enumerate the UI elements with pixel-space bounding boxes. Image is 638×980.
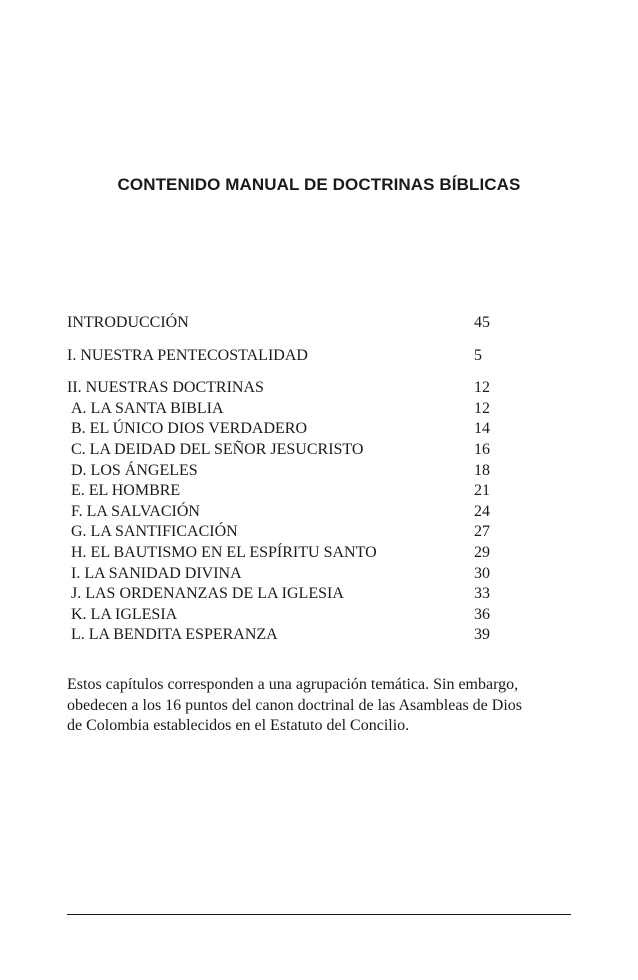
note-line: de Colombia establecidos en el Estatuto del Concilio. — [67, 717, 410, 734]
toc-entry-label: F. LA SALVACIÓN — [71, 502, 200, 520]
toc-entry-label: A. LA SANTA BIBLIA — [71, 399, 224, 417]
toc-entry-label: INTRODUCCIÓN — [67, 314, 189, 331]
toc-subentry — [67, 481, 577, 502]
note-line: Estos capítulos corresponden a una agrupación temática. Sin embargo, — [67, 676, 519, 693]
toc-entry-label: I. NUESTRA PENTECOSTALIDAD — [67, 346, 308, 364]
toc-entry-label: B. EL ÚNICO DIOS VERDADERO — [71, 420, 307, 438]
toc-entry-label: L. LA BENDITA ESPERANZA — [71, 626, 278, 644]
toc-entry-page: 45 — [474, 314, 490, 331]
toc-subentry — [67, 564, 577, 585]
toc-subentry — [67, 399, 577, 420]
toc-entry-pentecostalidad — [67, 346, 577, 367]
page-title: CONTENIDO MANUAL DE DOCTRINAS BÍBLICAS — [117, 175, 521, 194]
toc-subentry — [67, 419, 577, 440]
toc-entry-label: C. LA DEIDAD DEL SEÑOR JESUCRISTO — [71, 440, 364, 458]
toc-subentry — [67, 605, 577, 626]
toc-entry-page: 5 — [474, 346, 482, 364]
toc-entry-label: I. LA SANIDAD DIVINA — [71, 564, 242, 582]
table-of-contents — [67, 313, 577, 646]
toc-entry-page: 30 — [474, 564, 490, 582]
toc-entry-introduccion — [67, 313, 577, 334]
toc-entry-page: 36 — [474, 605, 490, 623]
toc-subentry — [67, 522, 577, 543]
toc-subentry — [67, 584, 577, 605]
toc-subentry — [67, 502, 577, 523]
toc-entry-page: 16 — [474, 440, 490, 458]
toc-subentry — [67, 440, 577, 461]
toc-subentry — [67, 625, 577, 646]
toc-subentry — [67, 461, 577, 482]
toc-entry-page: 29 — [474, 543, 490, 561]
toc-entry-doctrinas — [67, 378, 577, 399]
toc-entry-page: 14 — [474, 420, 490, 438]
toc-entry-page: 12 — [474, 399, 490, 417]
toc-entry-label: II. NUESTRAS DOCTRINAS — [67, 379, 264, 397]
toc-entry-page: 24 — [474, 502, 490, 520]
toc-entry-label: J. LAS ORDENANZAS DE LA IGLESIA — [71, 585, 344, 603]
toc-entry-page: 21 — [474, 482, 490, 500]
toc-entry-label: D. LOS ÁNGELES — [71, 461, 198, 479]
note-line: obedecen a los 16 puntos del canon doctrinal de las Asambleas de Dios — [67, 696, 522, 714]
toc-entry-label: E. EL HOMBRE — [71, 482, 181, 500]
toc-entry-page: 27 — [474, 523, 490, 541]
toc-entry-page: 33 — [474, 585, 490, 603]
toc-entry-page: 12 — [474, 379, 490, 397]
toc-subentry — [67, 543, 577, 564]
toc-entry-page: 18 — [474, 461, 490, 479]
toc-entry-label: K. LA IGLESIA — [71, 605, 178, 623]
toc-entry-label: H. EL BAUTISMO EN EL ESPÍRITU SANTO — [71, 543, 377, 561]
explanatory-note — [67, 675, 577, 737]
toc-entry-label: G. LA SANTIFICACIÓN — [71, 523, 238, 541]
footer-divider — [67, 914, 571, 915]
toc-entry-page: 39 — [474, 626, 490, 644]
